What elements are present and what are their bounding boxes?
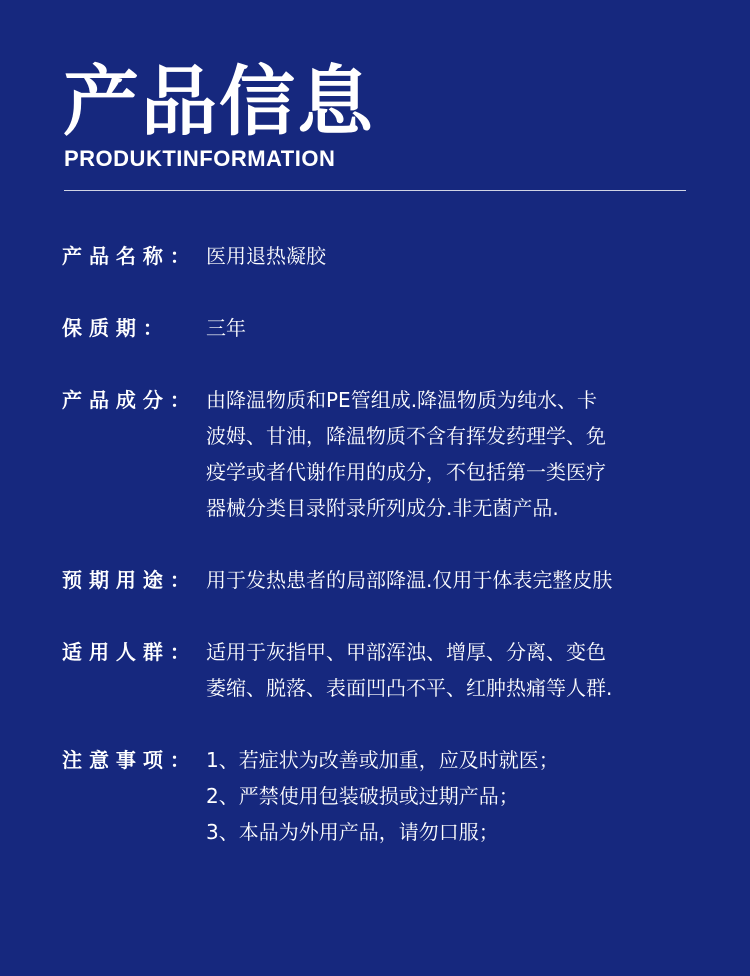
info-value xyxy=(206,742,702,850)
info-value-line: 三年 xyxy=(206,316,246,340)
info-value-line: 萎缩、脱落、表面凹凸不平、红肿热痛等人群. xyxy=(206,676,613,700)
info-row-product-name xyxy=(62,238,722,274)
info-value xyxy=(206,382,702,526)
info-value-line: 波姆、甘油，降温物质不含有挥发药理学、免 xyxy=(206,424,606,448)
info-value-line: 由降温物质和PE管组成.降温物质为纯水、卡 xyxy=(206,388,598,412)
info-value-line: 3、本品为外用产品，请勿口服； xyxy=(206,820,499,844)
info-value-line: 器械分类目录附录所列成分.非无菌产品. xyxy=(206,496,559,520)
info-value xyxy=(206,634,702,706)
info-value-line: 医用退热凝胶 xyxy=(206,244,326,268)
info-value-line: 1、若症状为改善或加重，应及时就医； xyxy=(206,748,559,772)
info-label: 保 质 期 ： xyxy=(62,316,163,340)
info-label: 适 用 人 群 ： xyxy=(62,640,190,664)
info-row-intended-use xyxy=(62,562,722,598)
info-value xyxy=(206,310,702,346)
info-row-target-group xyxy=(62,634,722,706)
info-row-shelf-life xyxy=(62,310,722,346)
info-value xyxy=(206,562,702,598)
info-value-line: 适用于灰指甲、甲部浑浊、增厚、分离、变色 xyxy=(206,640,606,664)
info-value-line: 2、严禁使用包装破损或过期产品； xyxy=(206,784,519,808)
info-label: 注 意 事 项 ： xyxy=(62,748,190,772)
info-value xyxy=(206,238,702,274)
info-label: 产 品 名 称 ： xyxy=(62,244,190,268)
info-value-line: 疫学或者代谢作用的成分，不包括第一类医疗 xyxy=(206,460,606,484)
product-info-list xyxy=(62,238,722,850)
page-subtitle: PRODUKTINFORMATION xyxy=(64,146,336,171)
info-row-precautions xyxy=(62,742,722,850)
header-divider xyxy=(64,190,686,191)
info-label: 预 期 用 途 ： xyxy=(62,568,190,592)
info-row-composition xyxy=(62,382,722,526)
info-label: 产 品 成 分 ： xyxy=(62,388,190,412)
page-title: 产品信息 xyxy=(63,57,375,146)
info-value-line: 用于发热患者的局部降温.仅用于体表完整皮肤 xyxy=(206,568,613,592)
